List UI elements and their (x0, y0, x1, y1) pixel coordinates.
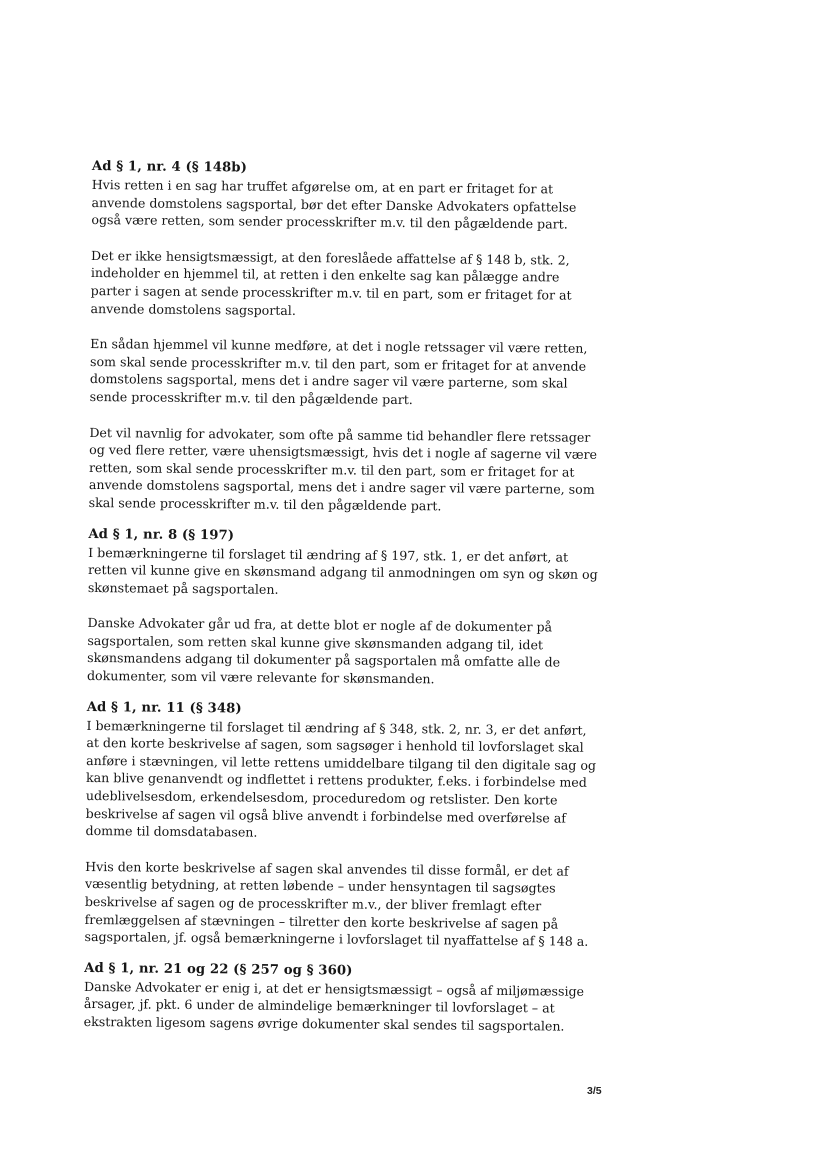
document-body (83, 158, 601, 1049)
section-heading: Ad § 1, nr. 4 (§ 148b) (91, 158, 248, 176)
paragraph: Hvis den korte beskrivelse af sagen skal anvendes til disse formål, er det af væsentlig betydning, at retten løbende – under hensyntagen til sagsøgtes beskrivelse af sagen og de processkrifter m.v., der bliver fremlagt efter fremlæggelsen af stævningen – tilretter den korte beskrivelse af sagen på sagsportalen, jf. også bemærkningerne i lovforslaget til nyaffattelse af § 148 a. (84, 858, 589, 949)
paragraph: Det vil navnlig for advokater, som ofte på samme tid behandler flere retssager og ved flere retter, være uhensigtsmæssigt, hvis det i nogle af sagerne vil være retten, som skal sende processkrifter m.v. til den part, som er fritaget for at anvende domstolens sagsportal, mens det i andre sager vil være parterne, som skal sende processkrifter m.v. til den pågældende part. (88, 424, 598, 514)
paragraph: Danske Advokater er enig i, at det er hensigtsmæssigt – også af miljømæssige årsager, jf. pkt. 6 under de almindelige bemærkninger til lovforslaget – at ekstrakten ligesom sagens øvrige dokumenter skal sendes til sagsportalen. (83, 978, 585, 1034)
section-heading: Ad § 1, nr. 21 og 22 (§ 257 og § 360) (84, 960, 353, 979)
paragraph: En sådan hjemmel vil kunne medføre, at det i nogle retssager vil være retten, som skal sende processkrifter m.v. til den part, som er fritaget for at anvende domstolens sagsportal, mens det i andre sager vil være parterne, som skal sende processkrifter m.v. til den pågældende part. (89, 336, 588, 408)
section-heading: Ad § 1, nr. 11 (§ 348) (86, 699, 242, 717)
section-257-360 (84, 960, 595, 1036)
page-number: 3/5 (587, 1085, 602, 1097)
paragraph: I bemærkningerne til forslaget til ændring af § 348, stk. 2, nr. 3, er det anført, at den korte beskrivelse af sagen, som sagsøger i henhold til lovforslaget skal anføre i stævningen, vil lette rettens umiddelbare tilgang til den digitale sag og kan blive genanvendt og indflettet i rettens produkter, f.eks. i forbindelse med udeblivelsesdom, erkendelsesdom, proceduredom og retslister. Den korte beskrivelse af sagen vil også blive anvendt i forbindelse med overførelse af domme til domsdatabasen. (85, 717, 597, 840)
section-197 (87, 525, 599, 689)
paragraph: I bemærkningerne til forslaget til ændring af § 197, stk. 1, er det anført, at retten vil kunne give en skønsmand adgang til anmodningen om syn og skøn og skønstemaet på sagsportalen. (87, 544, 598, 597)
paragraph: Det er ikke hensigtsmæssigt, at den foreslåede affattelse af § 148 b, stk. 2, indeholder en hjemmel til, at retten i den enkelte sag kan pålægge andre parter i sagen at sende processkrifter m.v. til en part, som er fritaget for at anvende domstolens sagsportal. (90, 247, 572, 318)
section-heading: Ad § 1, nr. 8 (§ 197) (88, 526, 235, 543)
section-148b (89, 158, 602, 516)
paragraph: Hvis retten i en sag har truffet afgørelse om, at en part er fritaget for at anvende domstolens sagsportal, bør det efter Danske Advokaters opfattelse også være retten, som sender processkrifter m.v. til den pågældende part. (91, 176, 577, 232)
paragraph: Danske Advokater går ud fra, at dette blot er nogle af de dokumenter på sagsportalen, som retten skal kunne give skønsmanden adgang til, idet skønsmandens adgang til dokumenter på sagsportalen må omfatte alle de dokumenter, som vil være relevante for skønsmanden. (86, 615, 561, 687)
section-348 (84, 699, 596, 951)
